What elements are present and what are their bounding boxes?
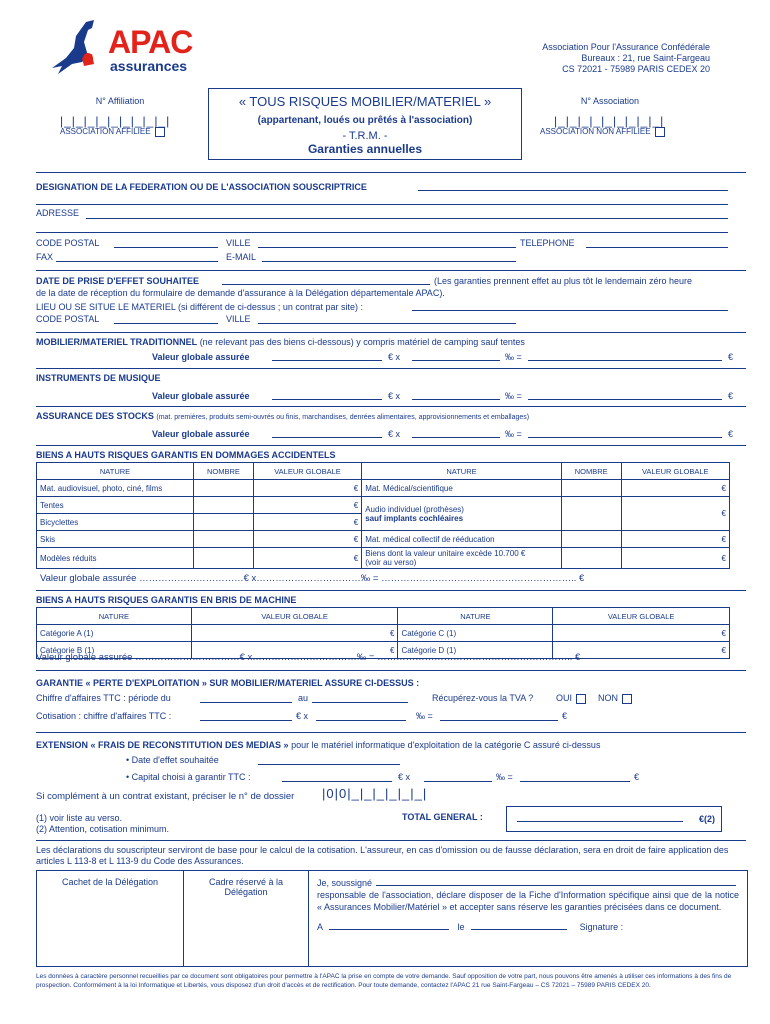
telephone-field[interactable] bbox=[586, 247, 728, 248]
designation-field[interactable] bbox=[418, 190, 728, 191]
date-sign-row bbox=[317, 921, 739, 933]
declaration-cell bbox=[309, 871, 748, 967]
perte-permil: ‰ = bbox=[416, 711, 433, 721]
je-soussigne-row bbox=[317, 877, 739, 889]
nombre-cell[interactable] bbox=[561, 497, 621, 531]
valeur-cell[interactable]: € bbox=[621, 531, 729, 548]
stocks-note: (mat. premières, produits semi-ouvrés ou finis, marchandises, denrées alimentaires, approvisionnements et emballages) bbox=[156, 414, 530, 421]
divider bbox=[36, 406, 746, 407]
stocks-valeur-label: Valeur globale assurée bbox=[152, 429, 250, 439]
biens-sub-label: (voir au verso) bbox=[365, 558, 417, 567]
medias-taux-field[interactable] bbox=[424, 781, 492, 782]
perte-result-field[interactable] bbox=[440, 720, 558, 721]
affiliated-label: ASSOCIATION AFFILIEE bbox=[60, 127, 151, 137]
instruments-title: INSTRUMENTS DE MUSIQUE bbox=[36, 373, 161, 383]
fax-field[interactable] bbox=[56, 261, 218, 262]
instruments-euro: € bbox=[728, 391, 734, 401]
col-nature: NATURE bbox=[37, 608, 192, 625]
divider bbox=[36, 172, 746, 173]
code-postal-field[interactable] bbox=[114, 247, 218, 248]
telephone-label: TELEPHONE bbox=[520, 238, 575, 248]
total-box[interactable] bbox=[506, 806, 722, 832]
divider bbox=[36, 670, 746, 671]
association-box bbox=[540, 96, 700, 137]
signature-label: Signature : bbox=[579, 922, 624, 932]
medias-title: EXTENSION « FRAIS DE RECONSTITUTION DES MEDIAS » bbox=[36, 740, 289, 750]
title-main: « TOUS RISQUES MOBILIER/MATERIEL » bbox=[238, 94, 492, 109]
accidentels-valeur[interactable]: Valeur globale assurée ……………………………€ x……………………………‰ = …………………………………………………….. € bbox=[40, 573, 585, 584]
medias-euro: € bbox=[634, 772, 640, 782]
valeur-cell[interactable]: € bbox=[553, 642, 730, 659]
cadre-cell[interactable]: Cadre réservé à la Délégation bbox=[184, 871, 309, 967]
table-row bbox=[37, 531, 730, 548]
nombre-cell[interactable] bbox=[561, 480, 621, 497]
designation-label: DESIGNATION DE LA FEDERATION OU DE L'ASSOCIATION SOUSCRIPTRICE bbox=[36, 182, 367, 192]
tva-non-checkbox[interactable] bbox=[622, 694, 632, 704]
tva-oui-checkbox[interactable] bbox=[576, 694, 586, 704]
footnote-1: (1) voir liste au verso. bbox=[36, 813, 123, 823]
title-sub: (appartenant, loués ou prêtés à l'association) bbox=[257, 115, 473, 126]
medias-x: € x bbox=[398, 772, 411, 782]
divider bbox=[36, 732, 746, 733]
lieu-cp-field[interactable] bbox=[114, 323, 218, 324]
perte-to-field[interactable] bbox=[312, 702, 408, 703]
tva-oui[interactable] bbox=[556, 693, 586, 704]
medias-date-label: • Date d'effet souhaitée bbox=[126, 755, 219, 765]
adresse-field[interactable] bbox=[86, 218, 728, 219]
affiliated-checkbox[interactable] bbox=[155, 127, 165, 137]
valeur-cell[interactable]: € bbox=[253, 531, 361, 548]
le-field[interactable] bbox=[471, 929, 567, 930]
perte-au-label: au bbox=[298, 693, 309, 703]
table-row bbox=[37, 480, 730, 497]
a-field[interactable] bbox=[329, 929, 449, 930]
valeur-cell[interactable]: € bbox=[253, 548, 361, 569]
nombre-cell[interactable] bbox=[561, 531, 621, 548]
nature-cell: Catégorie A (1) bbox=[37, 625, 192, 642]
instruments-permil: ‰ = bbox=[505, 391, 522, 401]
biens-label: Biens dont la valeur unitaire excède 10.700 € bbox=[365, 549, 526, 558]
divider bbox=[36, 590, 746, 591]
instruments-valeur-field[interactable] bbox=[272, 399, 382, 400]
medias-row bbox=[36, 740, 600, 750]
col-nature: NATURE bbox=[398, 608, 553, 625]
valeur-cell[interactable]: € bbox=[191, 625, 398, 642]
nature-cell: Bicyclettes bbox=[37, 514, 194, 531]
divider bbox=[36, 840, 746, 841]
tva-non[interactable] bbox=[598, 693, 632, 704]
code-postal-label: CODE POSTAL bbox=[36, 238, 100, 248]
fax-label: FAX bbox=[36, 252, 54, 262]
title-box bbox=[208, 88, 522, 160]
nombre-cell[interactable] bbox=[194, 531, 254, 548]
valeur-cell[interactable]: € bbox=[621, 548, 729, 569]
mobilier-x: € x bbox=[388, 352, 401, 362]
divider bbox=[36, 445, 746, 446]
valeur-cell[interactable]: € bbox=[253, 480, 361, 497]
col-nature: NATURE bbox=[362, 463, 562, 480]
nature-cell: Mat. médical collectif de rééducation bbox=[362, 531, 562, 548]
le-label: le bbox=[457, 922, 465, 932]
non-affiliated-label: ASSOCIATION NON AFFILIEE bbox=[540, 127, 651, 137]
stocks-x: € x bbox=[388, 429, 401, 439]
a-label: A bbox=[317, 922, 323, 932]
adresse-label: ADRESSE bbox=[36, 208, 80, 218]
designation-field-2[interactable] bbox=[36, 204, 728, 205]
valeur-cell[interactable]: € bbox=[553, 625, 730, 642]
audio-sub-label: sauf implants cochléaires bbox=[365, 513, 464, 523]
lieu-cp-label: CODE POSTAL bbox=[36, 314, 100, 324]
nature-cell: Modèles réduits bbox=[37, 548, 194, 569]
date-effet-field[interactable] bbox=[222, 284, 430, 285]
mobilier-valeur-label: Valeur globale assurée bbox=[152, 352, 250, 362]
nature-cell: Catégorie C (1) bbox=[398, 625, 553, 642]
stocks-valeur-field[interactable] bbox=[272, 437, 382, 438]
instruments-taux-field[interactable] bbox=[412, 399, 500, 400]
lieu-field[interactable] bbox=[412, 310, 728, 311]
col-valeur: VALEUR GLOBALE bbox=[253, 463, 361, 480]
bris-valeur[interactable]: Valeur globale assurée ……………………………€ x……………………………‰ = …………………………………………………….. € bbox=[36, 652, 581, 663]
mobilier-valeur-field[interactable] bbox=[272, 360, 382, 361]
total-value: €(2) bbox=[698, 814, 715, 824]
total-label: TOTAL GENERAL : bbox=[402, 812, 483, 822]
address-block bbox=[542, 42, 710, 75]
accidentels-title: BIENS A HAUTS RISQUES GARANTIS EN DOMMAGES ACCIDENTELS bbox=[36, 450, 336, 460]
nombre-cell[interactable] bbox=[561, 548, 621, 569]
instruments-valeur-label: Valeur globale assurée bbox=[152, 391, 250, 401]
declarations-text: Les déclarations du souscripteur serviront de base pour le calcul de la cotisation. L'assureur, en cas d'omission ou de fausse déclaration, sera en droit de faire application des articles L 113-8 et L 113-9 du Code des Assurances. bbox=[36, 845, 729, 866]
stocks-taux-field[interactable] bbox=[412, 437, 500, 438]
nombre-cell[interactable] bbox=[194, 497, 254, 514]
col-nombre: NOMBRE bbox=[561, 463, 621, 480]
perte-cot-label: Cotisation : chiffre d'affaires TTC : bbox=[36, 711, 172, 721]
address-line-1: Association Pour l'Assurance Confédérale bbox=[542, 42, 710, 52]
medias-date-field[interactable] bbox=[258, 764, 400, 765]
nature-cell bbox=[362, 548, 562, 569]
valeur-cell[interactable]: € bbox=[621, 480, 729, 497]
col-nombre: NOMBRE bbox=[194, 463, 254, 480]
perte-x: € x bbox=[296, 711, 309, 721]
affiliated-checkbox-row[interactable] bbox=[60, 127, 190, 137]
cachet-cell[interactable]: Cachet de la Délégation bbox=[37, 871, 184, 967]
table-row bbox=[37, 548, 730, 569]
table-row bbox=[37, 497, 730, 514]
ville-label: VILLE bbox=[226, 238, 251, 248]
date-effet-note-1: (Les garanties prennent effet au plus tôt le lendemain zéro heure bbox=[434, 276, 693, 286]
total-field[interactable] bbox=[517, 821, 683, 822]
col-nature: NATURE bbox=[37, 463, 194, 480]
adresse-field-2[interactable] bbox=[36, 232, 728, 233]
table-header bbox=[37, 463, 730, 480]
instruments-x: € x bbox=[388, 391, 401, 401]
logo bbox=[48, 18, 208, 78]
stocks-result-field[interactable] bbox=[528, 437, 722, 438]
table-row bbox=[37, 871, 748, 967]
date-effet-note-2: de la date de réception du formulaire de demande d'assurance à la Délégation départementale APAC). bbox=[36, 288, 445, 298]
nombre-cell[interactable] bbox=[194, 480, 254, 497]
mobilier-title: MOBILIER/MATERIEL TRADITIONNEL bbox=[36, 337, 198, 347]
ville-field[interactable] bbox=[258, 247, 516, 248]
responsable-text: responsable de l'association, déclare disposer de la Fiche d'Information spécifique ainsi que de la notice « Assurances Mobilier/Matériel » et accepter sans réserve les garanties précisées dans ce document. bbox=[317, 890, 739, 912]
tva-non-label: NON bbox=[598, 693, 618, 703]
divider bbox=[36, 270, 746, 271]
footnote-2: (2) Attention, cotisation minimum. bbox=[36, 824, 170, 834]
nature-cell: Tentes bbox=[37, 497, 194, 514]
lieu-ville-label: VILLE bbox=[226, 314, 251, 324]
tva-oui-label: OUI bbox=[556, 693, 573, 703]
legal-text: Les données à caractère personnel recueillies par ce document sont obligatoires pour permettre à l'APAC la prise en compte de votre demande. Sauf opposition de votre part, nous pouvons être amenés à utiliser ces informations à des fins de prospection. Conformément à la loi Informatique et Libertés, vous disposez d'un droit d'accès et de rectification. Pour toute demande, contactez l'APAC 21 rue Saint-Fargeau – CS 72021 – 75989 PARIS CEDEX 20. bbox=[36, 973, 732, 989]
nature-cell bbox=[362, 497, 562, 531]
je-field[interactable] bbox=[376, 885, 736, 886]
divider bbox=[36, 368, 746, 369]
nombre-cell[interactable] bbox=[194, 548, 254, 569]
accidentels-table bbox=[36, 462, 730, 569]
email-field[interactable] bbox=[262, 261, 516, 262]
perte-title: GARANTIE « PERTE D'EXPLOITATION » SUR MOBILIER/MATERIEL ASSURE CI-DESSUS : bbox=[36, 678, 420, 688]
mobilier-taux-field[interactable] bbox=[412, 360, 500, 361]
col-valeur: VALEUR GLOBALE bbox=[191, 608, 398, 625]
tva-label: Récupérez-vous la TVA ? bbox=[432, 693, 534, 703]
date-effet-label: DATE DE PRISE D'EFFET SOUHAITEE bbox=[36, 276, 199, 286]
perte-ca-label: Chiffre d'affaires TTC : période du bbox=[36, 693, 171, 703]
valeur-cell[interactable]: € bbox=[621, 497, 729, 531]
contrat-digits[interactable]: |0|0|_|_|_|_|_|_| bbox=[322, 786, 428, 801]
mobilier-euro: € bbox=[728, 352, 734, 362]
stocks-euro: € bbox=[728, 429, 734, 439]
contrat-label: Si complément à un contrat existant, préciser le n° de dossier bbox=[36, 791, 295, 802]
perte-euro: € bbox=[562, 711, 568, 721]
non-affiliated-checkbox-row[interactable] bbox=[540, 127, 700, 137]
nature-cell: Skis bbox=[37, 531, 194, 548]
kangaroo-icon bbox=[48, 18, 108, 76]
non-affiliated-checkbox[interactable] bbox=[655, 127, 665, 137]
affiliation-box bbox=[60, 96, 190, 137]
nombre-cell[interactable] bbox=[194, 514, 254, 531]
col-valeur: VALEUR GLOBALE bbox=[553, 608, 730, 625]
association-digits[interactable]: |_|_|_|_|_|_|_|_|_| bbox=[554, 114, 665, 128]
brand-sub: assurances bbox=[110, 58, 188, 74]
affiliation-label: N° Affiliation bbox=[95, 96, 145, 106]
medias-capital-field[interactable] bbox=[282, 781, 392, 782]
nature-cell: Mat. Médical/scientifique bbox=[362, 480, 562, 497]
email-label: E-MAIL bbox=[226, 252, 257, 262]
association-label: N° Association bbox=[580, 96, 640, 106]
stocks-title: ASSURANCE DES STOCKS bbox=[36, 411, 154, 421]
title-garanties: Garanties annuelles bbox=[307, 142, 423, 156]
lieu-label: LIEU OU SE SITUE LE MATERIEL (si différent de ci-dessus ; un contrat par site) : bbox=[36, 302, 363, 312]
medias-result-field[interactable] bbox=[520, 781, 630, 782]
signature-table bbox=[36, 870, 748, 967]
stocks-row bbox=[36, 411, 529, 421]
nature-cell: Catégorie D (1) bbox=[398, 642, 553, 659]
medias-permil: ‰ = bbox=[496, 772, 513, 782]
nature-cell: Catégorie B (1) bbox=[37, 642, 192, 659]
medias-capital-label: • Capital choisi à garantir TTC : bbox=[126, 772, 251, 782]
perte-from-field[interactable] bbox=[200, 702, 292, 703]
mobilier-note: (ne relevant pas des biens ci-dessous) y compris matériel de camping sauf tentes bbox=[199, 337, 525, 347]
mobilier-row bbox=[36, 337, 525, 347]
instruments-result-field[interactable] bbox=[528, 399, 722, 400]
brand-name: APAC bbox=[108, 24, 193, 60]
table-header bbox=[37, 608, 730, 625]
valeur-cell[interactable]: € bbox=[253, 497, 361, 514]
title-trm: - T.R.M. - bbox=[342, 130, 388, 142]
affiliation-digits[interactable]: |_|_|_|_|_|_|_|_|_| bbox=[60, 114, 171, 128]
divider bbox=[36, 332, 746, 333]
col-valeur: VALEUR GLOBALE bbox=[621, 463, 729, 480]
audio-label: Audio individuel (prothèses) bbox=[365, 504, 464, 514]
mobilier-result-field[interactable] bbox=[528, 360, 722, 361]
lieu-ville-field[interactable] bbox=[258, 323, 516, 324]
stocks-permil: ‰ = bbox=[505, 429, 522, 439]
mobilier-permil: ‰ = bbox=[505, 352, 522, 362]
address-line-3: CS 72021 - 75989 PARIS CEDEX 20 bbox=[562, 64, 710, 74]
nature-cell: Mat. audiovisuel, photo, ciné, films bbox=[37, 480, 194, 497]
perte-taux-field[interactable] bbox=[316, 720, 406, 721]
valeur-cell[interactable]: € bbox=[191, 642, 398, 659]
je-label: Je, soussigné bbox=[317, 878, 373, 888]
medias-note: pour le matériel informatique d'exploitation de la catégorie C assuré ci-dessus bbox=[291, 740, 601, 750]
address-line-2: Bureaux : 21, rue Saint-Fargeau bbox=[581, 53, 710, 63]
bris-title: BIENS A HAUTS RISQUES GARANTIS EN BRIS DE MACHINE bbox=[36, 595, 297, 605]
table-row bbox=[37, 625, 730, 642]
valeur-cell[interactable]: € bbox=[253, 514, 361, 531]
perte-ca-field[interactable] bbox=[200, 720, 292, 721]
